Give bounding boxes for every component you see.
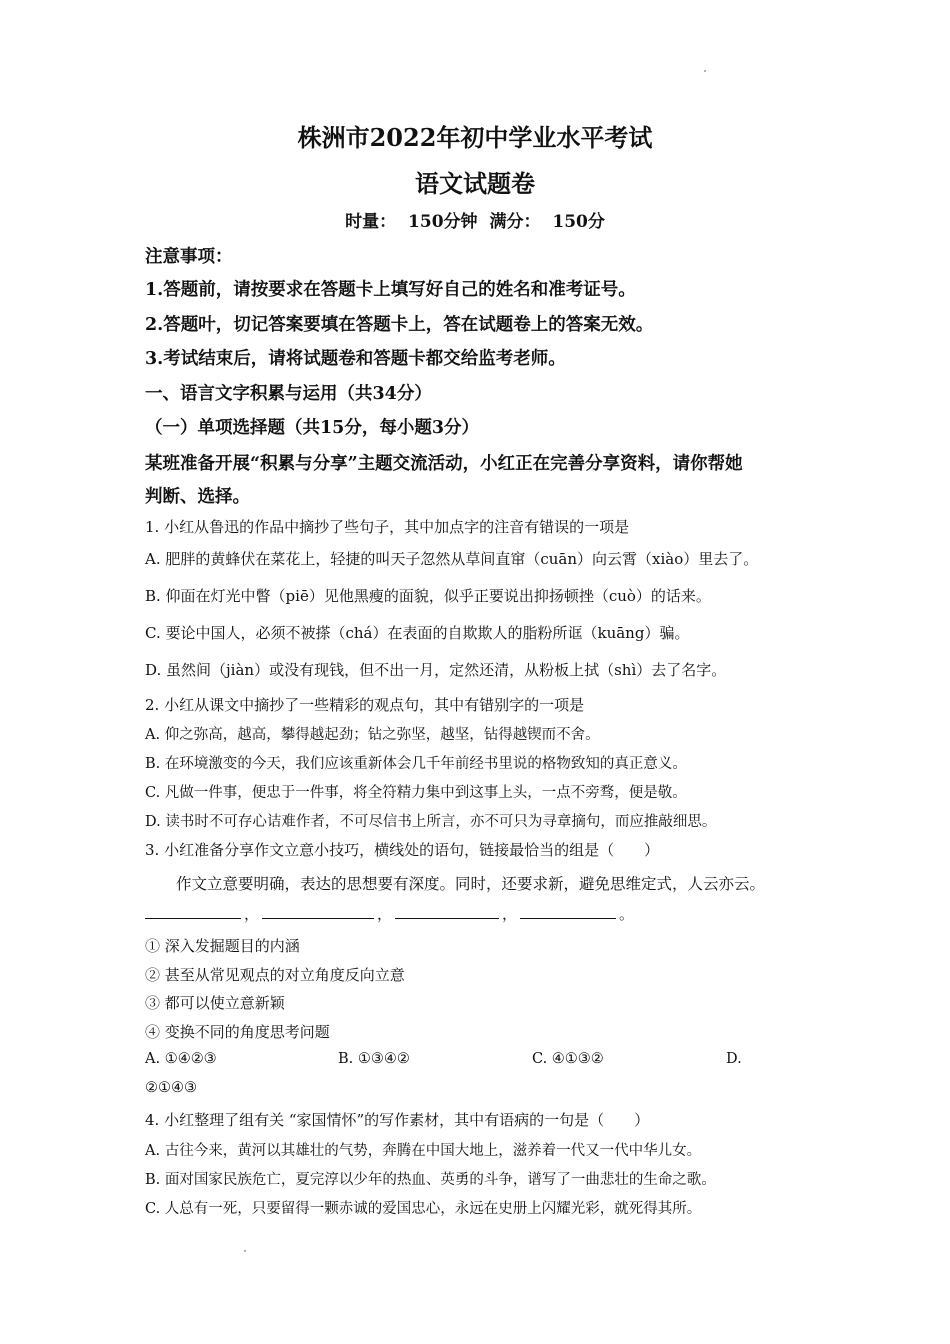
question-4-option-c: C. 人总有一死，只要留得一颗赤诚的爱国忠心，永远在史册上闪耀光彩，就死得其所。: [145, 1201, 702, 1217]
section-heading: 一、语言文字积累与运用（共34分）: [145, 384, 432, 404]
answer-blank: [145, 904, 241, 919]
question-1-option-a: A. 肥胖的黄蜂伏在菜花上，轻捷的叫天子忽然从草间直窜（cuān）向云霄（xiào）里去了。: [145, 550, 759, 568]
question-3-item: ③ 都可以使立意新颖: [145, 994, 285, 1012]
question-2-option-b: B. 在环境激变的今天，我们应该重新体会几千年前经书里说的格物致知的真正意义。: [145, 756, 687, 772]
question-4-stem: 4. 小红整理了组有关 “家国情怀”的写作素材，其中有语病的一句是（ ）: [145, 1111, 650, 1129]
blank-separator: 。: [619, 905, 635, 923]
question-2-option-d: D. 读书时不可存心诘难作者，不可尽信书上所言，亦不可只为寻章摘句，而应推敲细思。: [145, 814, 717, 830]
scan-speck: [244, 1250, 246, 1252]
answer-blank: [395, 904, 499, 919]
scan-speck: [704, 70, 706, 72]
paper-subtitle: 语文试题卷: [415, 169, 535, 198]
question-3-choice-b: B. ①③④②: [338, 1051, 410, 1067]
question-3-passage: 作文立意要明确，表达的思想要有深度。同时，还要求新，避免思维定式，人云亦云。: [176, 875, 766, 893]
question-3-stem: 3. 小红准备分享作文立意小技巧，横线处的语句，链接最恰当的组是（ ）: [145, 841, 660, 859]
blank-separator: ，: [377, 905, 393, 923]
question-4-option-b: B. 面对国家民族危亡，夏完淳以少年的热血、英勇的斗争，谱写了一曲悲壮的生命之歌。: [145, 1172, 716, 1188]
subsection-heading: （一）单项选择题（共15分，每小题3分）: [145, 418, 480, 438]
exam-meta: [0, 207, 950, 232]
section-intro: 某班准备开展“积累与分享”主题交流活动，小红正在完善分享资料，请你帮她: [145, 454, 743, 474]
blank-separator: ，: [502, 905, 518, 923]
question-3-choice-a: A. ①④②③: [145, 1051, 217, 1067]
question-3-item: ④ 变换不同的角度思考问题: [145, 1023, 330, 1041]
fill-blank-line: [145, 903, 637, 924]
time-and-score: 时量： 150分钟 满分： 150分: [345, 212, 605, 232]
question-3-item: ② 甚至从常见观点的对立角度反向立意: [145, 966, 405, 984]
question-3-choice-d-content: ②①④③: [145, 1080, 197, 1096]
answer-blank: [262, 904, 374, 919]
question-2-option-a: A. 仰之弥高，越高，攀得越起劲；钻之弥坚，越坚，钻得越锲而不舍。: [145, 727, 600, 743]
note-item: 2.答题叶，切记答案要填在答题卡上，答在试题卷上的答案无效。: [145, 315, 654, 335]
exam-title: 株洲市2022年初中学业水平考试: [297, 123, 653, 152]
question-1-option-b: B. 仰面在灯光中瞥（piē）见他黑瘦的面貌，似乎正要说出抑扬顿挫（cuò）的话来。: [145, 587, 711, 605]
answer-blank: [520, 904, 616, 919]
question-2-option-c: C. 凡做一件事，便忠于一件事，将全符精力集中到这事上头，一点不旁骛，便是敬。: [145, 785, 687, 801]
question-1-option-c: C. 要论中国人，必须不被搽（chá）在表面的自欺欺人的脂粉所诓（kuāng）骗。: [145, 624, 690, 642]
question-1-option-d: D. 虽然间（jiàn）或没有现钱，但不出一月，定然还清，从粉板上拭（shì）去了名字。: [145, 661, 727, 679]
question-3-choice-d: D.: [726, 1051, 742, 1067]
blank-separator: ，: [244, 905, 260, 923]
question-4-option-a: A. 古往今来，黄河以其雄壮的气势，奔腾在中国大地上，滋养着一代又一代中华儿女。: [145, 1143, 702, 1159]
question-3-choice-c: C. ④①③②: [532, 1051, 604, 1067]
note-item: 1.答题前，请按要求在答题卡上填写好自己的姓名和准考证号。: [145, 280, 636, 300]
question-2-stem: 2. 小红从课文中摘抄了一些精彩的观点句，其中有错别字的一项是: [145, 696, 585, 714]
section-intro: 判断、选择。: [145, 487, 250, 507]
notes-heading: 注意事项：: [145, 247, 233, 267]
question-3-item: ① 深入发掘题目的内涵: [145, 937, 300, 955]
question-1-stem: 1. 小红从鲁迅的作品中摘抄了些句子，其中加点字的注音有错误的一项是: [145, 518, 630, 536]
note-item: 3.考试结束后，请将试题卷和答题卡都交给监考老师。: [145, 349, 566, 369]
